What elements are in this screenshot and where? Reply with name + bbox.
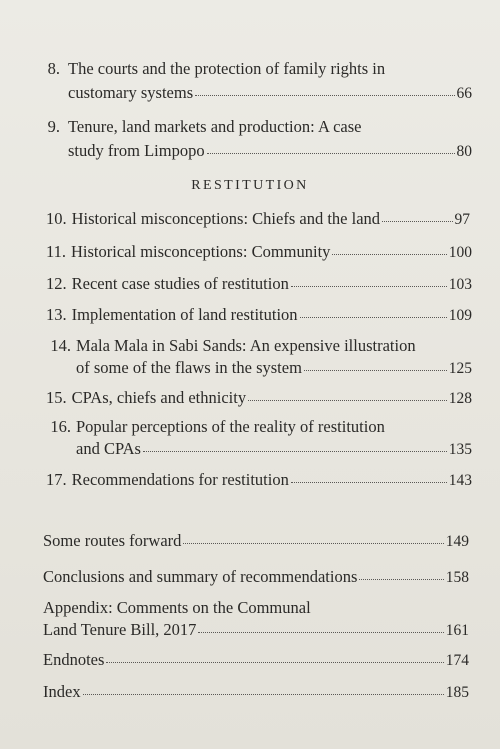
entry-number: 8. <box>47 59 60 78</box>
page-number: 109 <box>448 307 472 324</box>
page-number: 158 <box>445 569 469 586</box>
dot-leader <box>382 210 452 224</box>
dot-leader <box>195 84 454 98</box>
section-heading: RESTITUTION <box>191 178 309 193</box>
entry-number: 17. <box>46 470 67 489</box>
entry-line <box>46 208 470 231</box>
entry-line <box>43 649 469 672</box>
entry-line <box>46 241 472 264</box>
entry-title-line2: of some of the flaws in the system 125 <box>76 357 472 380</box>
entry-line <box>46 304 472 327</box>
entry-title: Conclusions and summary of recommendations <box>43 567 358 586</box>
entry-title: Recent case studies of restitution <box>71 274 289 293</box>
entry-title: Some routes forward <box>43 531 182 550</box>
dot-leader <box>359 568 443 582</box>
entry-line <box>43 530 469 553</box>
page-number: 80 <box>456 143 472 160</box>
entry-number: 14. <box>50 336 71 355</box>
page-number: 174 <box>445 652 469 669</box>
entry-title: CPAs, chiefs and ethnicity <box>71 388 247 407</box>
entry-line <box>46 387 472 410</box>
page-number: 97 <box>454 211 470 228</box>
entry-title: Historical misconceptions: Chiefs and the land <box>71 209 381 228</box>
dot-leader <box>183 532 443 546</box>
dot-leader <box>143 440 447 454</box>
entry-title: Implementation of land restitution <box>71 305 298 324</box>
page-number: 100 <box>448 244 472 261</box>
entry-number: 13. <box>46 305 67 324</box>
page-number: 66 <box>456 85 472 102</box>
entry-line <box>43 566 469 589</box>
entry-title-line2: and CPAs 135 <box>76 438 472 461</box>
entry-title-line2: study from Limpopo 80 <box>68 140 472 163</box>
entry-title: Recommendations for restitution <box>71 470 289 489</box>
entry-number: 10. <box>46 209 67 228</box>
dot-leader <box>332 243 446 257</box>
entry-number: 12. <box>46 274 67 293</box>
entry-number: 16. <box>50 417 71 436</box>
dot-leader <box>83 683 444 697</box>
entry-line <box>46 469 472 492</box>
entry-line <box>43 681 469 704</box>
dot-leader <box>248 389 447 403</box>
page-number: 185 <box>445 684 469 701</box>
entry-title-line1: Popular perceptions of the reality of restitution <box>76 417 385 436</box>
dot-leader <box>304 359 447 373</box>
dot-leader <box>291 471 447 485</box>
entry-title-line1: Appendix: Comments on the Communal <box>43 598 311 617</box>
entry-title-line2: customary systems 66 <box>68 82 472 105</box>
dot-leader <box>300 306 447 320</box>
entry-title: Endnotes <box>43 650 105 669</box>
entry-title-line1: The courts and the protection of family rights in <box>68 59 386 78</box>
entry-title: Historical misconceptions: Community <box>71 242 331 261</box>
page-number: 125 <box>448 360 472 377</box>
dot-leader <box>207 142 455 156</box>
dot-leader <box>198 621 443 635</box>
page-number: 128 <box>448 390 472 407</box>
entry-title: Index <box>43 682 81 701</box>
page-number: 143 <box>448 472 472 489</box>
page-number: 161 <box>445 622 469 639</box>
entry-title-line2: Land Tenure Bill, 2017 161 <box>43 619 469 642</box>
dot-leader <box>106 651 443 665</box>
entry-title-line1: Tenure, land markets and production: A case <box>68 117 362 136</box>
entry-title-line1: Mala Mala in Sabi Sands: An expensive illustration <box>76 336 416 355</box>
page-number: 103 <box>448 276 472 293</box>
entry-line <box>46 273 472 296</box>
page-number: 149 <box>445 533 469 550</box>
entry-number: 15. <box>46 388 67 407</box>
page-number: 135 <box>448 441 472 458</box>
entry-number: 9. <box>47 117 60 136</box>
dot-leader <box>291 275 447 289</box>
entry-number: 11. <box>46 242 67 261</box>
